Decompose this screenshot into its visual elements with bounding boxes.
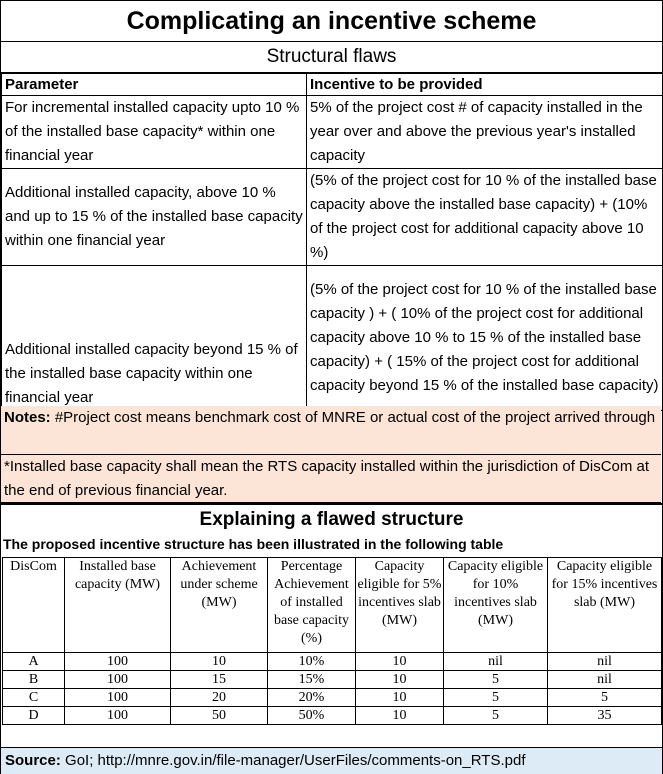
parameter-cell: For incremental installed capacity upto 10 % of the installed base capacity* within one financial year xyxy=(2,96,307,169)
installed-base-cell: 100 xyxy=(65,671,171,689)
table-row xyxy=(2,266,663,411)
table-row xyxy=(2,169,663,266)
header-5pct-slab: Capacity eligible for 5% incentives slab (MW) xyxy=(356,558,444,653)
source-text: GoI; http://mnre.gov.in/file-manager/UserFiles/comments-on_RTS.pdf xyxy=(60,752,526,769)
slab-15-cell: nil xyxy=(548,671,662,689)
notes-label: Notes: xyxy=(4,409,51,426)
table-row xyxy=(3,707,662,725)
installed-base-cell: 100 xyxy=(65,707,171,725)
percentage-cell: 10% xyxy=(268,653,356,671)
discom-table xyxy=(2,557,662,725)
incentive-table xyxy=(1,73,663,411)
slab-15-cell: 35 xyxy=(548,707,662,725)
header-incentive: Incentive to be provided xyxy=(307,74,663,96)
installed-base-cell: 100 xyxy=(65,689,171,707)
discom-table-header xyxy=(3,558,662,653)
incentive-cell: 5% of the project cost # of capacity installed in the year over and above the previous year's installed capacity xyxy=(307,96,663,169)
header-percentage: Percentage Achievement of installed base capacity (%) xyxy=(268,558,356,653)
slab-15-cell: nil xyxy=(548,653,662,671)
header-15pct-slab: Capacity eligible for 15% incentives slab (MW) xyxy=(548,558,662,653)
notes-block-2 xyxy=(1,455,661,503)
achievement-cell: 15 xyxy=(171,671,268,689)
slab-5-cell: 10 xyxy=(356,689,444,707)
slab-5-cell: 10 xyxy=(356,707,444,725)
section-subtitle: Structural flaws xyxy=(1,42,662,73)
notes-line-1: #Project cost means benchmark cost of MNRE or actual cost of the project arrived through xyxy=(50,409,656,426)
slab-5-cell: 10 xyxy=(356,653,444,671)
header-installed-base: Installed base capacity (MW) xyxy=(65,558,171,653)
parameter-cell: Additional installed capacity beyond 15 % of the installed base capacity within one financial year xyxy=(2,266,307,411)
discom-cell: D xyxy=(3,707,65,725)
incentive-cell: (5% of the project cost for 10 % of the installed base capacity above the installed base capacity) + (10% of the project cost for additional capacity above 10 %) xyxy=(307,169,663,266)
table-caption: The proposed incentive structure has been illustrated in the following table xyxy=(3,536,504,552)
section-2-title: Explaining a flawed structure xyxy=(1,503,662,535)
slab-10-cell: 5 xyxy=(444,707,548,725)
slab-10-cell: nil xyxy=(444,653,548,671)
table-row xyxy=(2,96,663,169)
header-achievement: Achievement under scheme (MW) xyxy=(171,558,268,653)
slab-15-cell: 5 xyxy=(548,689,662,707)
discom-cell: C xyxy=(3,689,65,707)
achievement-cell: 50 xyxy=(171,707,268,725)
percentage-cell: 15% xyxy=(268,671,356,689)
table-row xyxy=(3,671,662,689)
incentive-table-header xyxy=(2,74,663,96)
installed-base-cell: 100 xyxy=(65,653,171,671)
source-footer xyxy=(1,747,662,774)
table-row xyxy=(3,653,662,671)
page-title: Complicating an incentive scheme xyxy=(1,1,662,42)
header-discom: DisCom xyxy=(3,558,65,653)
achievement-cell: 20 xyxy=(171,689,268,707)
slab-10-cell: 5 xyxy=(444,689,548,707)
percentage-cell: 20% xyxy=(268,689,356,707)
table-row xyxy=(3,689,662,707)
slab-5-cell: 10 xyxy=(356,671,444,689)
achievement-cell: 10 xyxy=(171,653,268,671)
header-10pct-slab: Capacity eligible for 10% incentives slab (MW) xyxy=(444,558,548,653)
percentage-cell: 50% xyxy=(268,707,356,725)
discom-cell: A xyxy=(3,653,65,671)
source-label: Source: xyxy=(5,752,61,769)
incentive-cell: (5% of the project cost for 10 % of the installed base capacity ) + ( 10% of the project cost for additional capacity above 10 % to 15 % of the installed base capacity) + ( 15% of the project cost for additional capacity beyond 15 % of the installed base capacity) xyxy=(307,266,663,411)
notes-line-2: *Installed base capacity shall mean the RTS capacity installed within the jurisdiction of DisCom at the end of previous financial year. xyxy=(4,458,650,499)
discom-cell: B xyxy=(3,671,65,689)
slab-10-cell: 5 xyxy=(444,671,548,689)
parameter-cell: Additional installed capacity, above 10 % and up to 15 % of the installed base capacity within one financial year xyxy=(2,169,307,266)
notes-block-1 xyxy=(1,406,661,455)
header-parameter: Parameter xyxy=(2,74,307,96)
